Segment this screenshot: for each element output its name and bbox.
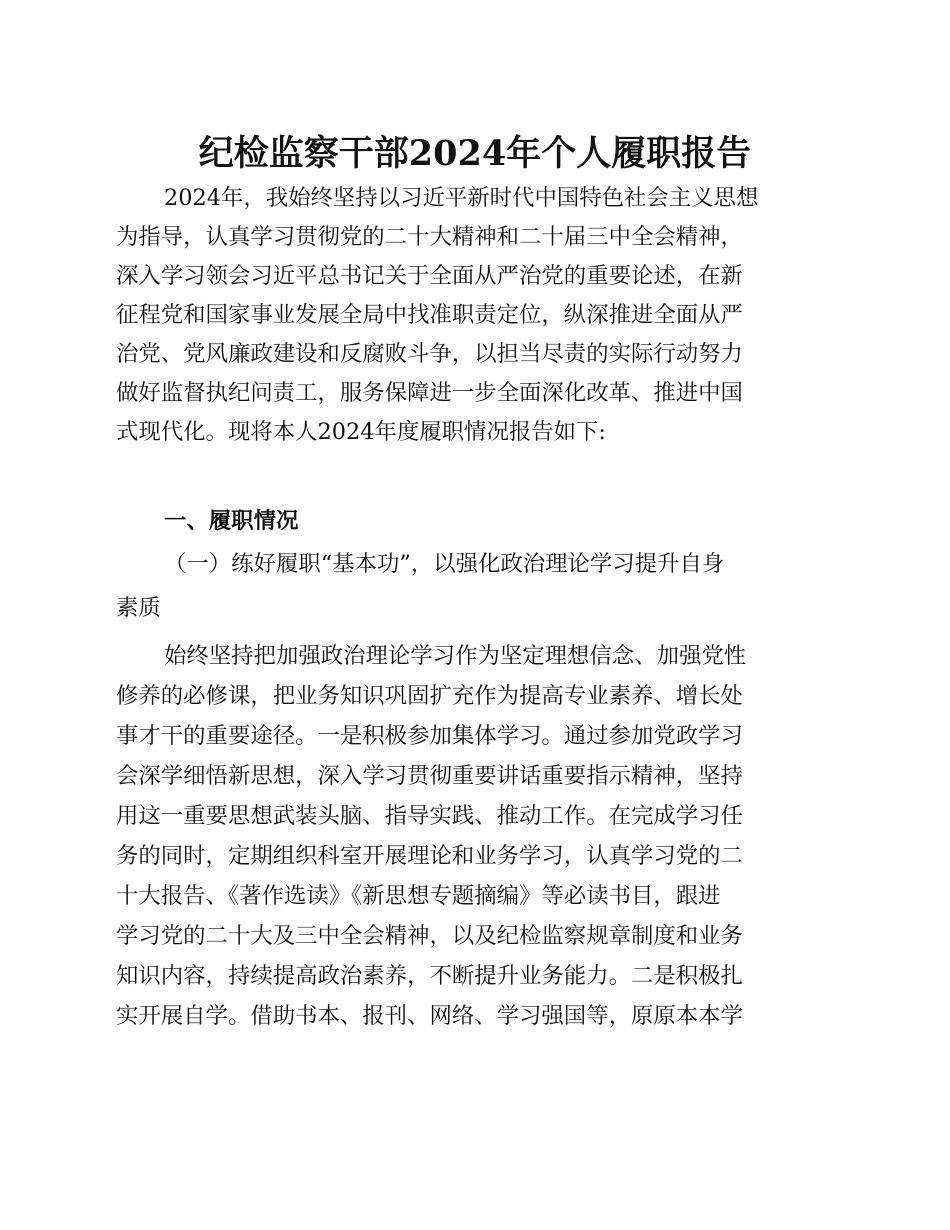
paragraph-line: 实开展自学。借助书本、报刊、网络、学习强国等，原原本本学 [116, 1003, 743, 1029]
section-heading: 一、履职情况 [164, 508, 299, 534]
paragraph-line: 2024年，我始终坚持以习近平新时代中国特色社会主义思想 [164, 185, 759, 211]
paragraph-line: 治党、党风廉政建设和反腐败斗争，以担当尽责的实际行动努力 [116, 341, 743, 367]
paragraph-line: 知识内容，持续提高政治素养，不断提升业务能力。二是积极扎 [116, 963, 743, 989]
paragraph-line: 式现代化。现将本人2024年度履职情况报告如下: [116, 419, 606, 445]
paragraph-line: 用这一重要思想武装头脑、指导实践、推动工作。在完成学习任 [116, 803, 743, 829]
paragraph-line: 修养的必修课，把业务知识巩固扩充作为提高专业素养、增长处 [116, 683, 743, 709]
paragraph-line: 学习党的二十大及三中全会精神，以及纪检监察规章制度和业务 [116, 923, 743, 949]
paragraph-line: 事才干的重要途径。一是积极参加集体学习。通过参加党政学习 [116, 723, 743, 749]
paragraph-line: 深入学习领会习近平总书记关于全面从严治党的重要论述，在新 [116, 263, 743, 289]
subsection-heading: 素质 [116, 595, 161, 621]
paragraph-line: 为指导，认真学习贯彻党的二十大精神和二十届三中全会精神， [116, 224, 743, 250]
document-title: 纪检监察干部2024年个人履职报告 [198, 133, 752, 174]
paragraph-line: 做好监督执纪问责工，服务保障进一步全面深化改革、推进中国 [116, 380, 743, 406]
paragraph-line: 始终坚持把加强政治理论学习作为坚定理想信念、加强党性 [164, 643, 747, 669]
paragraph-line: 务的同时，定期组织科室开展理论和业务学习，认真学习党的二 [116, 843, 743, 869]
paragraph-line: 十大报告、《著作选读》《新思想专题摘编》等必读书目，跟进 [116, 883, 721, 909]
paragraph-line: 会深学细悟新思想，深入学习贯彻重要讲话重要指示精神，坚持 [116, 763, 743, 789]
paragraph-line: 征程党和国家事业发展全局中找准职责定位，纵深推进全面从严 [116, 302, 743, 328]
subsection-heading: （一）练好履职“基本功”，以强化政治理论学习提升自身 [164, 551, 725, 577]
